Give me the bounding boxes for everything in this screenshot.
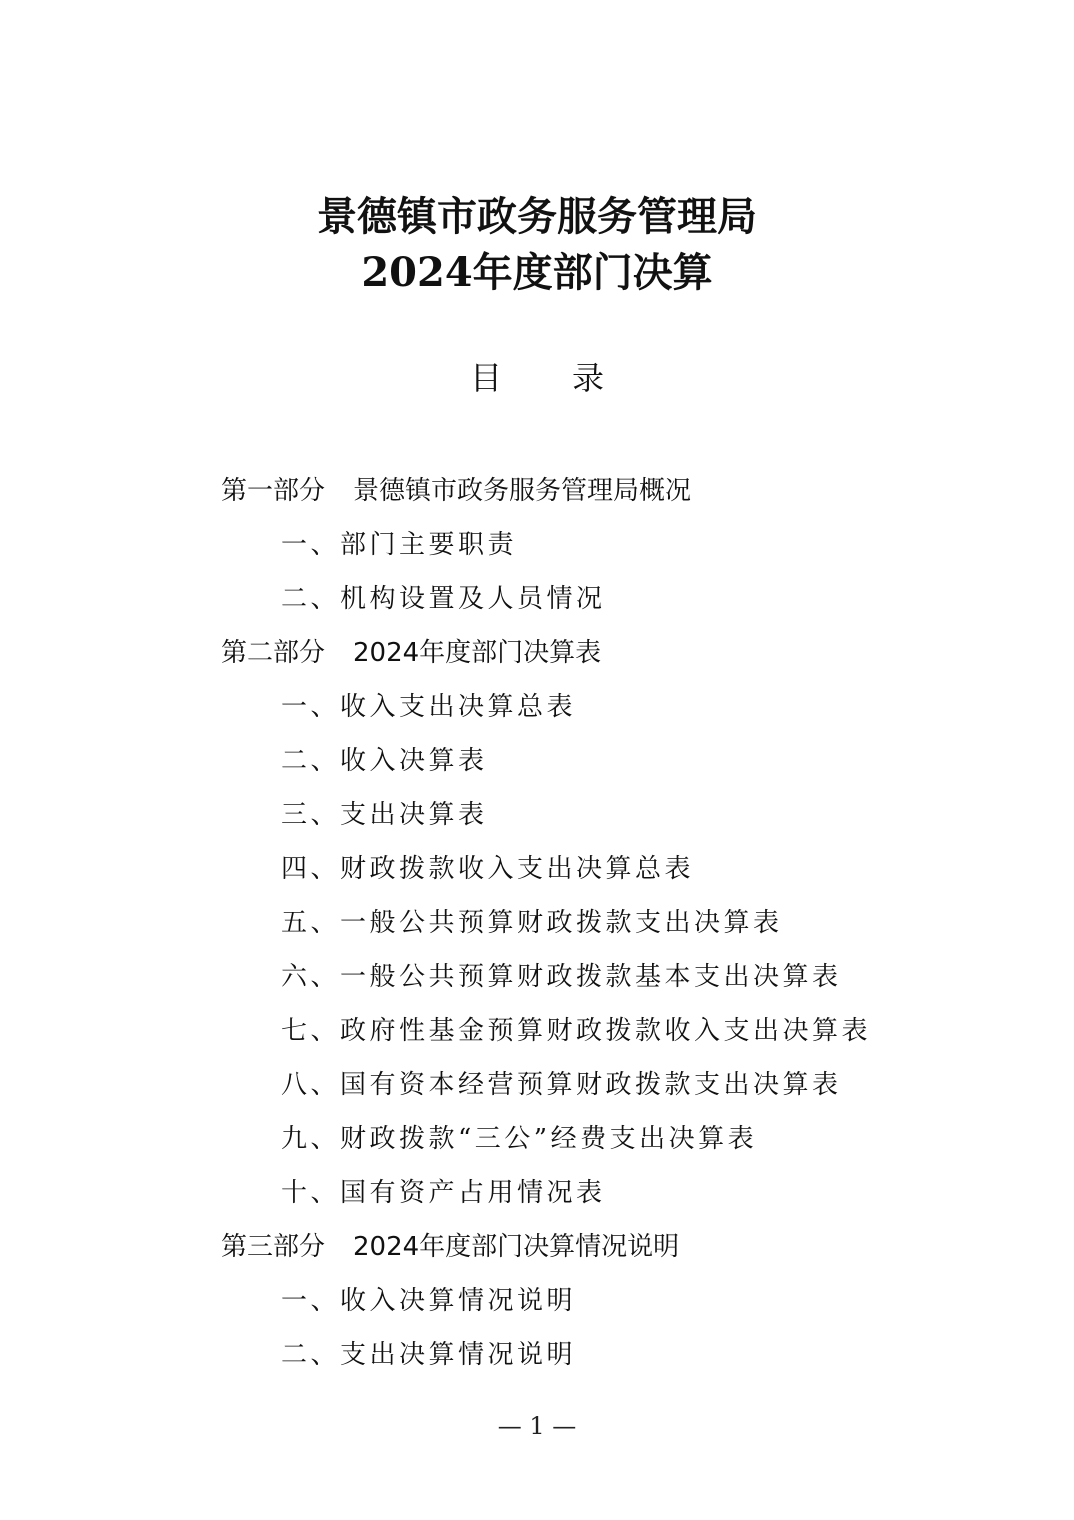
toc-item[interactable]: 四、财政拨款收入支出决算总表 — [281, 854, 695, 884]
toc-heading: 目录 — [469, 359, 674, 397]
toc-item[interactable]: 一、部门主要职责 — [281, 530, 518, 560]
page-number: — 1 — — [497, 1412, 577, 1440]
toc-part-label: 第二部分 — [221, 638, 326, 668]
document-title-line-1: 景德镇市政务服务管理局 — [317, 193, 757, 240]
toc-part-title: 2024年度部门决算表 — [353, 638, 602, 668]
document-title-line-2: 2024年度部门决算 — [361, 249, 713, 296]
toc-part-2[interactable] — [221, 635, 601, 671]
toc-part-label: 第三部分 — [221, 1232, 326, 1262]
toc-item[interactable]: 七、政府性基金预算财政拨款收入支出决算表 — [281, 1016, 872, 1046]
toc-part-title: 2024年度部门决算情况说明 — [353, 1232, 680, 1262]
toc-item[interactable]: 六、一般公共预算财政拨款基本支出决算表 — [281, 962, 842, 992]
toc-part-title: 景德镇市政务服务管理局概况 — [353, 476, 692, 506]
toc-item[interactable]: 二、机构设置及人员情况 — [281, 584, 606, 614]
toc-item[interactable]: 二、支出决算情况说明 — [281, 1340, 577, 1370]
toc-item[interactable]: 一、收入决算情况说明 — [281, 1286, 577, 1316]
toc-item[interactable]: 八、国有资本经营预算财政拨款支出决算表 — [281, 1070, 842, 1100]
toc-item[interactable]: 三、支出决算表 — [281, 800, 488, 830]
toc-item[interactable]: 五、一般公共预算财政拨款支出决算表 — [281, 908, 783, 938]
toc-item[interactable]: 一、收入支出决算总表 — [281, 692, 577, 722]
toc-part-3[interactable] — [221, 1229, 679, 1265]
toc-item[interactable]: 九、财政拨款“三公”经费支出决算表 — [281, 1124, 758, 1154]
toc-part-1[interactable] — [221, 473, 691, 509]
toc-item[interactable]: 十、国有资产占用情况表 — [281, 1178, 606, 1208]
toc-item[interactable]: 二、收入决算表 — [281, 746, 488, 776]
toc-part-label: 第一部分 — [221, 476, 326, 506]
